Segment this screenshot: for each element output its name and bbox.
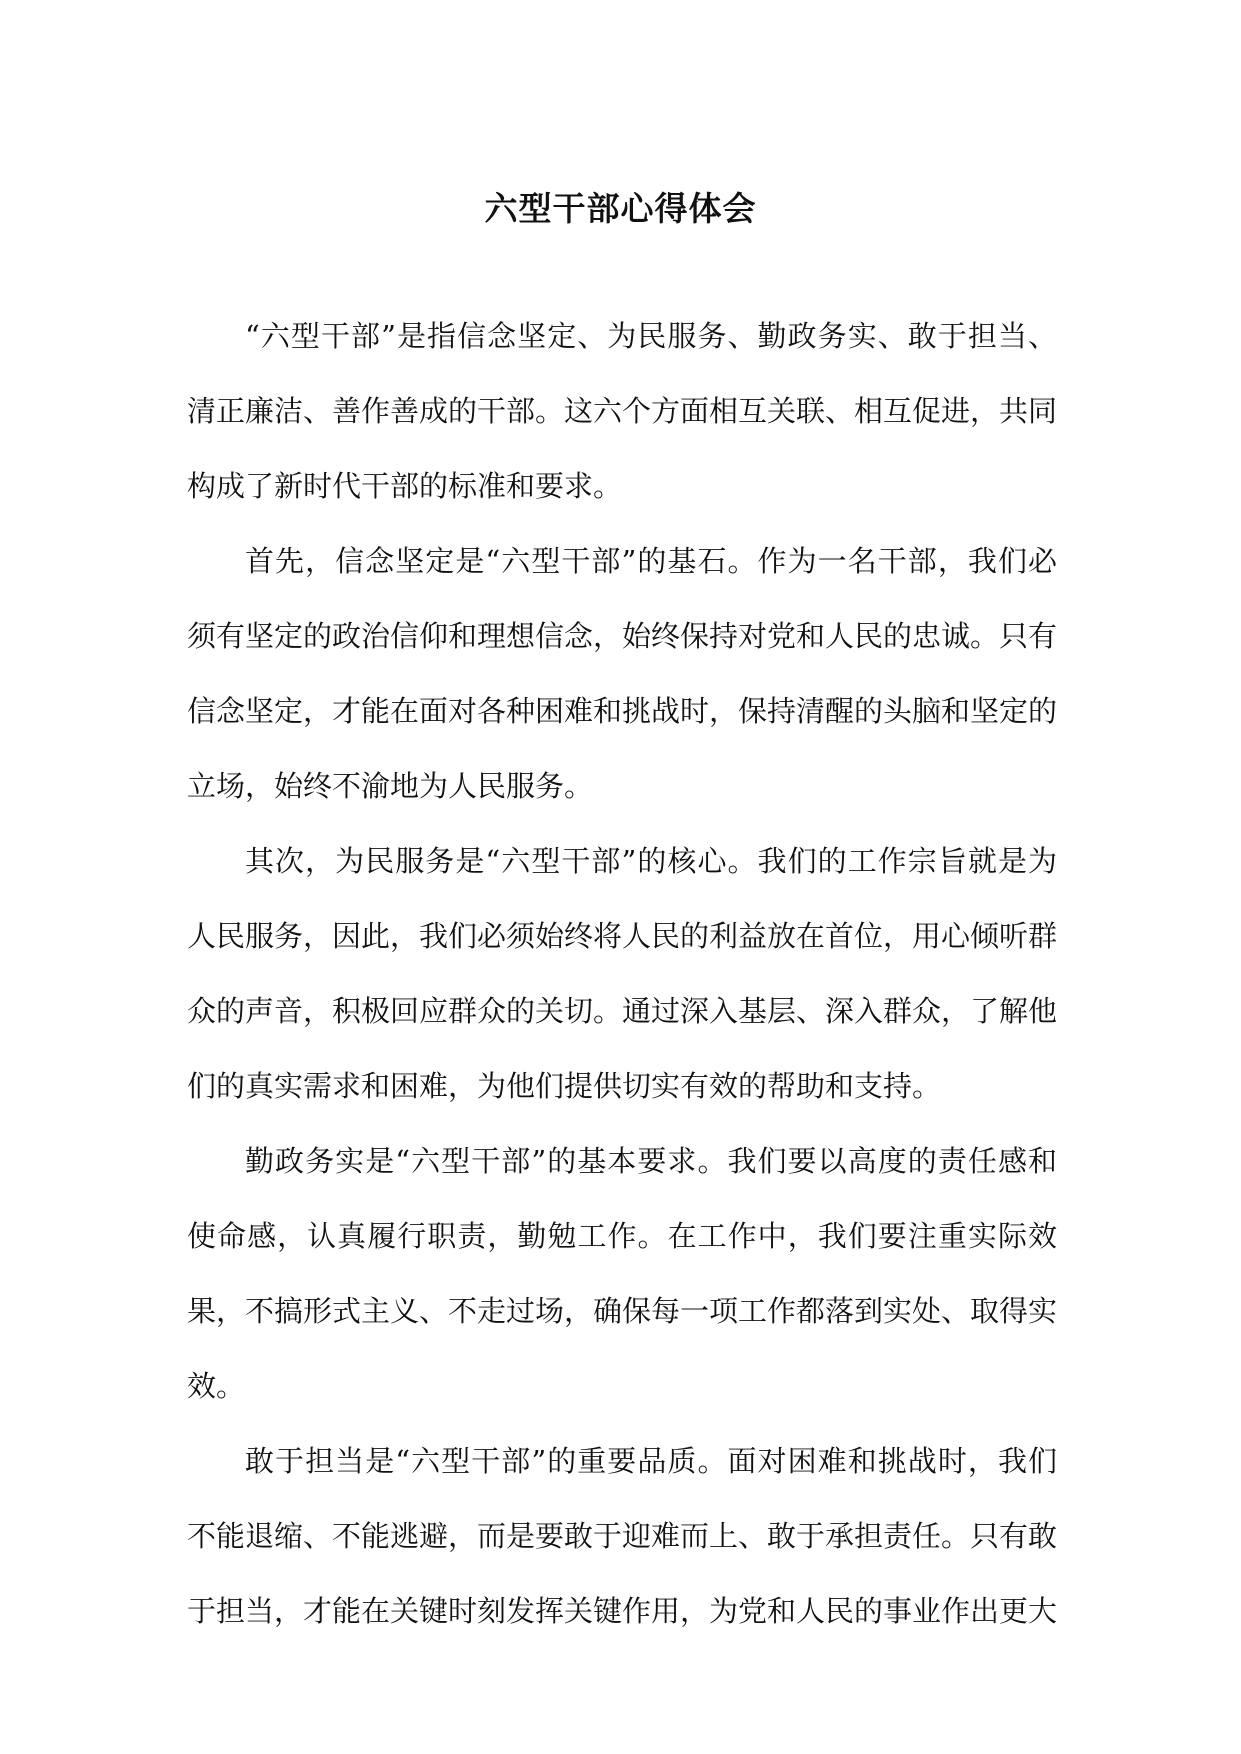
paragraph-take-responsibility: 敢于担当是“六型干部”的重要品质。面对困难和挑战时，我们不能退缩、不能逃避，而是要敢于迎难而上、敢于承担责任。只有敢于担当，才能在关键时刻发挥关键作用，为党和人民的事业作出更大: [187, 1444, 1058, 1628]
paragraph-intro: “六型干部”是指信念坚定、为民服务、勤政务实、敢于担当、清正廉洁、善作善成的干部。这六个方面相互关联、相互促进，共同构成了新时代干部的标准和要求。: [187, 319, 1058, 503]
paragraph-diligent-practical: 勤政务实是“六型干部”的基本要求。我们要以高度的责任感和使命感，认真履行职责，勤勉工作。在工作中，我们要注重实际效果，不搞形式主义、不走过场，确保每一项工作都落到实处、取得实效。: [187, 1144, 1058, 1403]
document-body: [187, 299, 1057, 1649]
paragraph-firm-belief: 首先，信念坚定是“六型干部”的基石。作为一名干部，我们必须有坚定的政治信仰和理想信念，始终保持对党和人民的忠诚。只有信念坚定，才能在面对各种困难和挑战时，保持清醒的头脑和坚定的立场，始终不渝地为人民服务。: [187, 544, 1058, 803]
page-title: 六型干部心得体会: [484, 189, 757, 228]
paragraph-serve-people: 其次，为民服务是“六型干部”的核心。我们的工作宗旨就是为人民服务，因此，我们必须始终将人民的利益放在首位，用心倾听群众的声音，积极回应群众的关切。通过深入基层、深入群众，了解他们的真实需求和困难，为他们提供切实有效的帮助和支持。: [187, 844, 1058, 1103]
